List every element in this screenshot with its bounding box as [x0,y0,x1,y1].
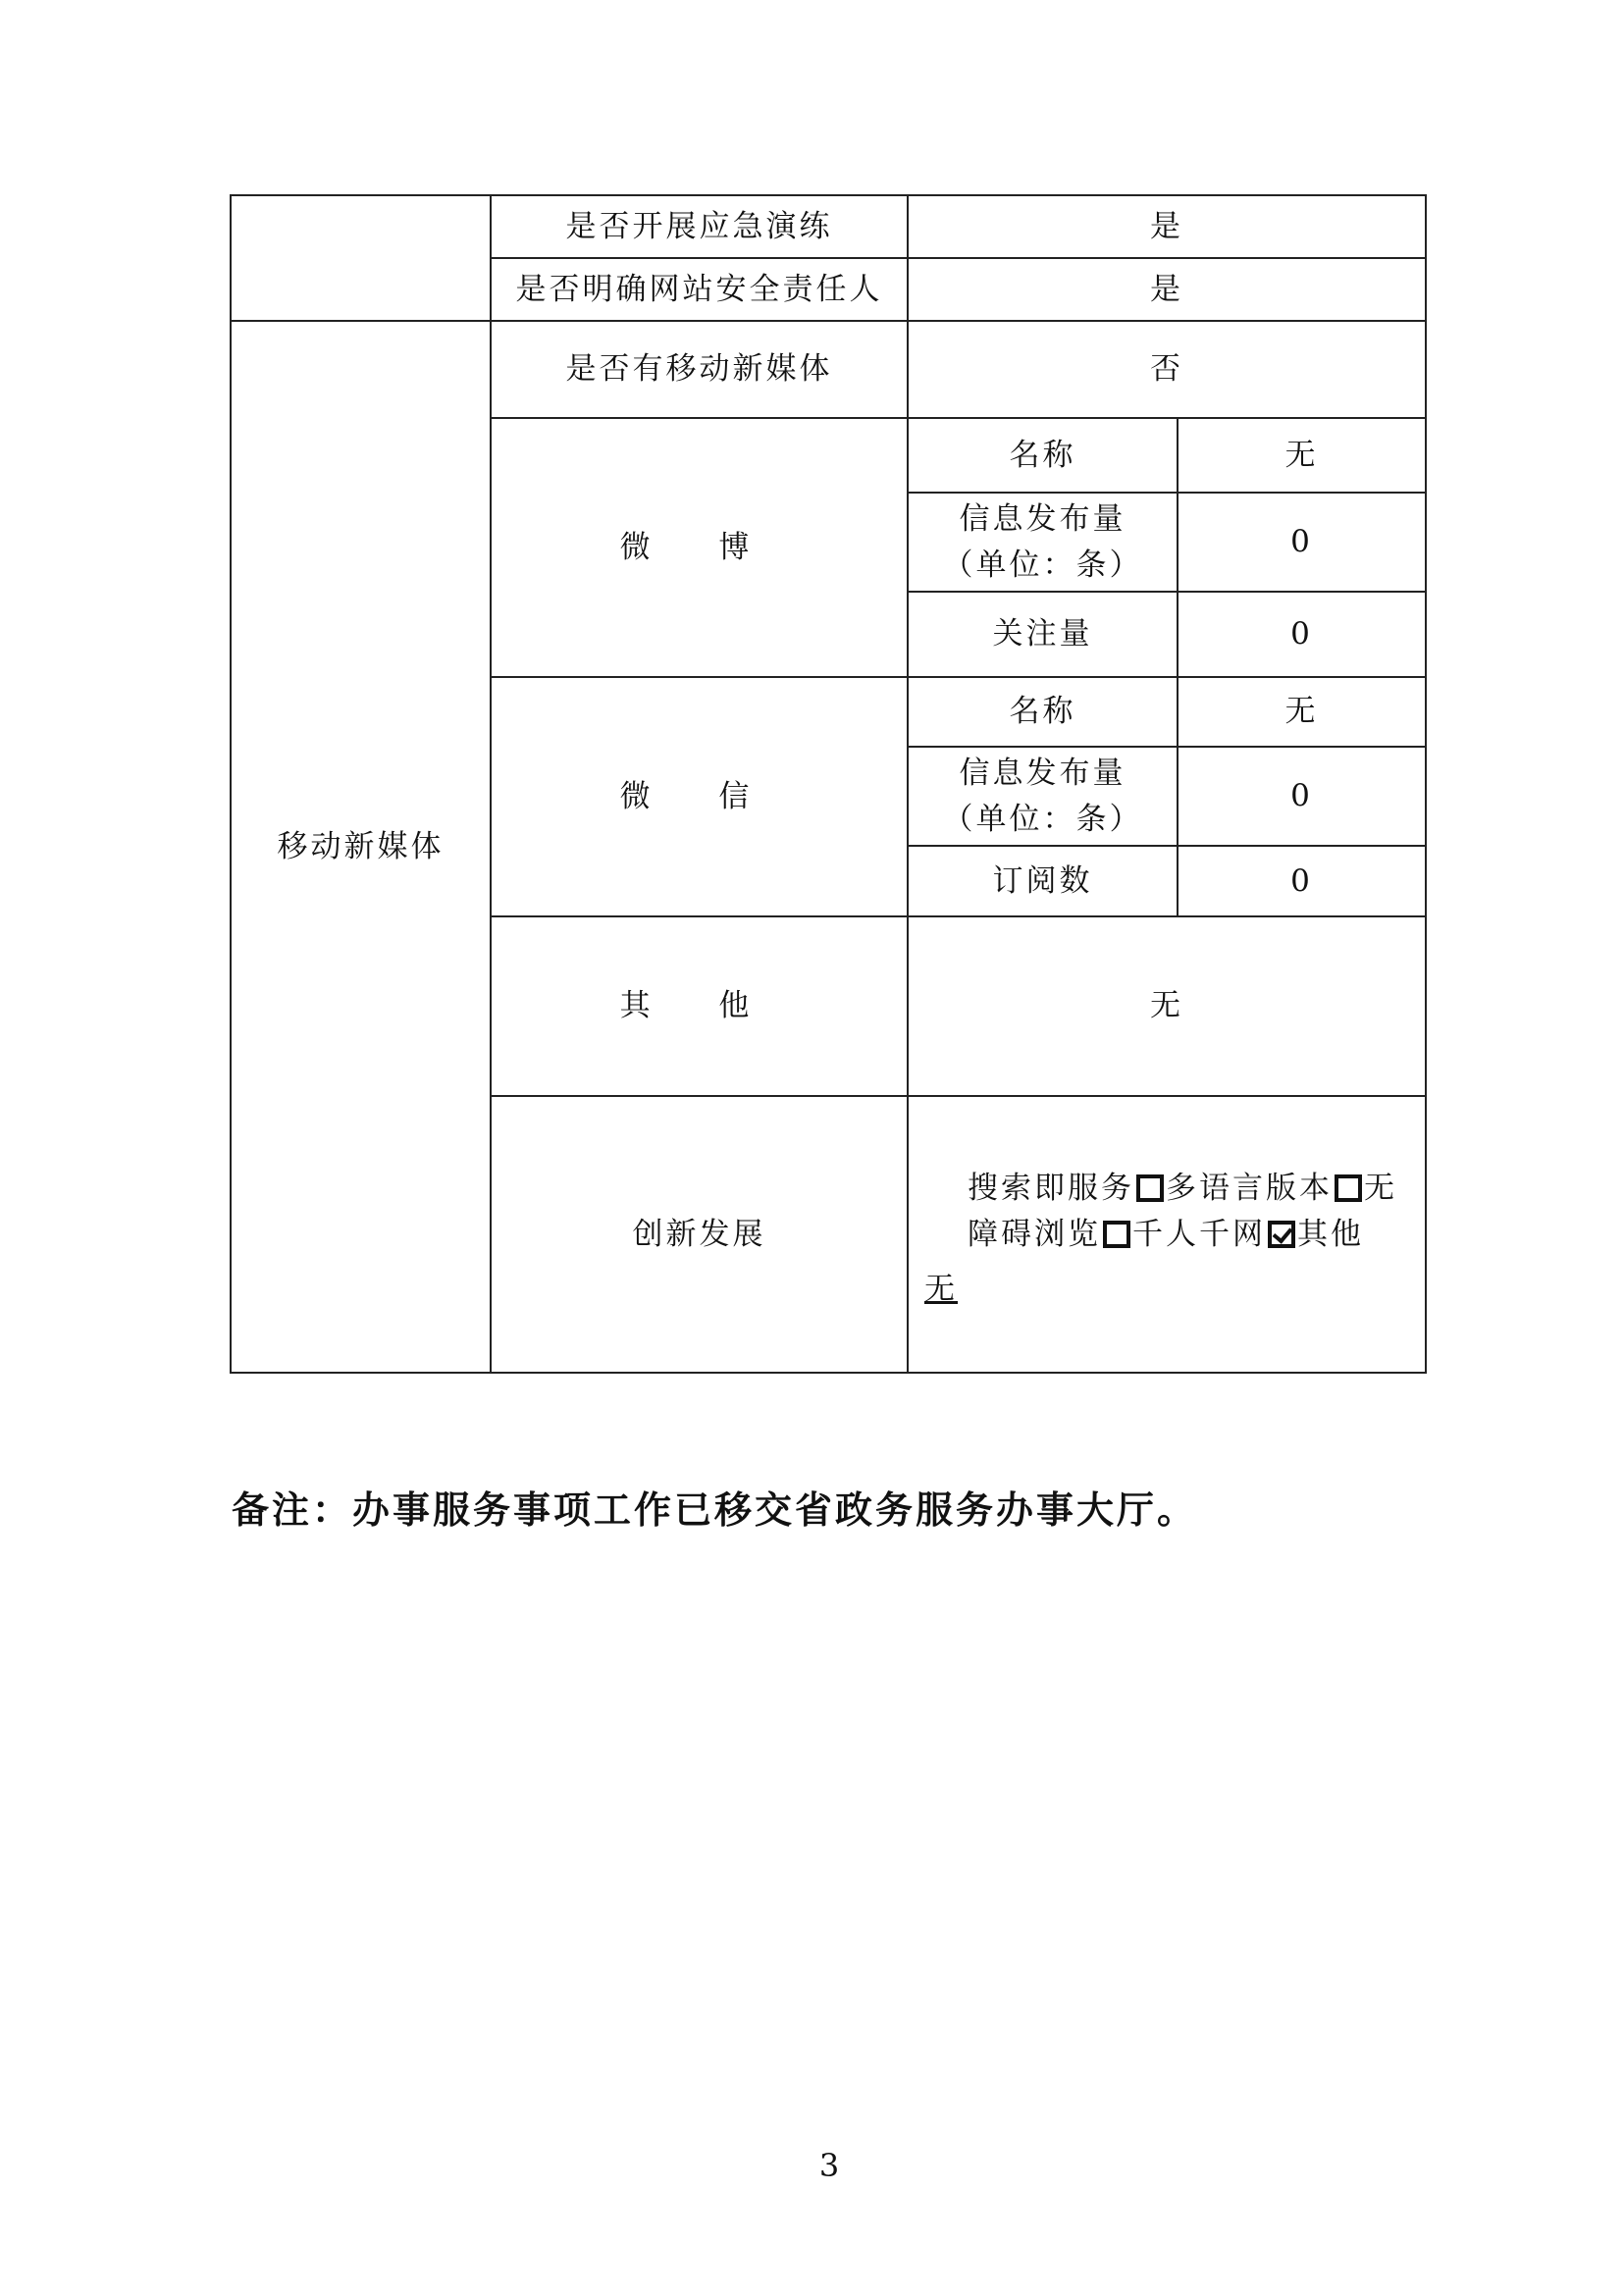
checkbox-unchecked-icon[interactable] [1136,1174,1164,1202]
weibo-posts-label-line1: 信息发布量 [959,501,1126,537]
wechat-posts-label [908,747,1178,846]
weibo-posts-label [908,493,1178,592]
mobile-section-label: 移动新媒体 [231,321,491,1373]
drill-value: 是 [908,195,1426,258]
wechat-name-value: 无 [1178,677,1426,747]
option-personalized: 千人千网 [1132,1216,1266,1252]
security-section-cell [231,195,491,321]
has-mobile-label: 是否有移动新媒体 [491,321,908,418]
checkbox-unchecked-icon[interactable] [1335,1174,1362,1202]
security-owner-value: 是 [908,258,1426,321]
weibo-name-label: 名称 [908,418,1178,493]
wechat-posts-value: 0 [1178,747,1426,846]
wechat-sub-value: 0 [1178,846,1426,916]
checkbox-checked-icon[interactable] [1268,1221,1295,1248]
option-accessible: 无障碍浏览 [968,1171,1397,1252]
option-search-service: 搜索即服务 [968,1171,1134,1206]
option-other: 其他 [1297,1216,1364,1252]
weibo-follow-label: 关注量 [908,592,1178,677]
wechat-label: 微 信 [491,677,908,916]
other-media-value: 无 [908,916,1426,1096]
weibo-posts-value: 0 [1178,493,1426,592]
website-report-table [230,194,1427,1374]
checkbox-unchecked-icon[interactable] [1103,1221,1130,1248]
innovation-label: 创新发展 [491,1096,908,1373]
other-text: 无 [924,1272,958,1307]
wechat-posts-label-line2: （单位：条） [942,801,1143,837]
innovation-options [908,1096,1426,1373]
security-owner-label: 是否明确网站安全责任人 [491,258,908,321]
has-mobile-value: 否 [908,321,1426,418]
drill-label: 是否开展应急演练 [491,195,908,258]
weibo-follow-value: 0 [1178,592,1426,677]
wechat-sub-label: 订阅数 [908,846,1178,916]
remark-note: 备注：办事服务事项工作已移交省政务服务办事大厅。 [232,1488,1198,1532]
wechat-posts-label-line1: 信息发布量 [959,756,1126,791]
weibo-label: 微 博 [491,418,908,677]
wechat-name-label: 名称 [908,677,1178,747]
weibo-posts-label-line2: （单位：条） [942,547,1143,583]
page-number: 3 [818,2147,840,2184]
option-multilingual: 多语言版本 [1166,1171,1333,1206]
weibo-name-value: 无 [1178,418,1426,493]
other-media-label: 其 他 [491,916,908,1096]
